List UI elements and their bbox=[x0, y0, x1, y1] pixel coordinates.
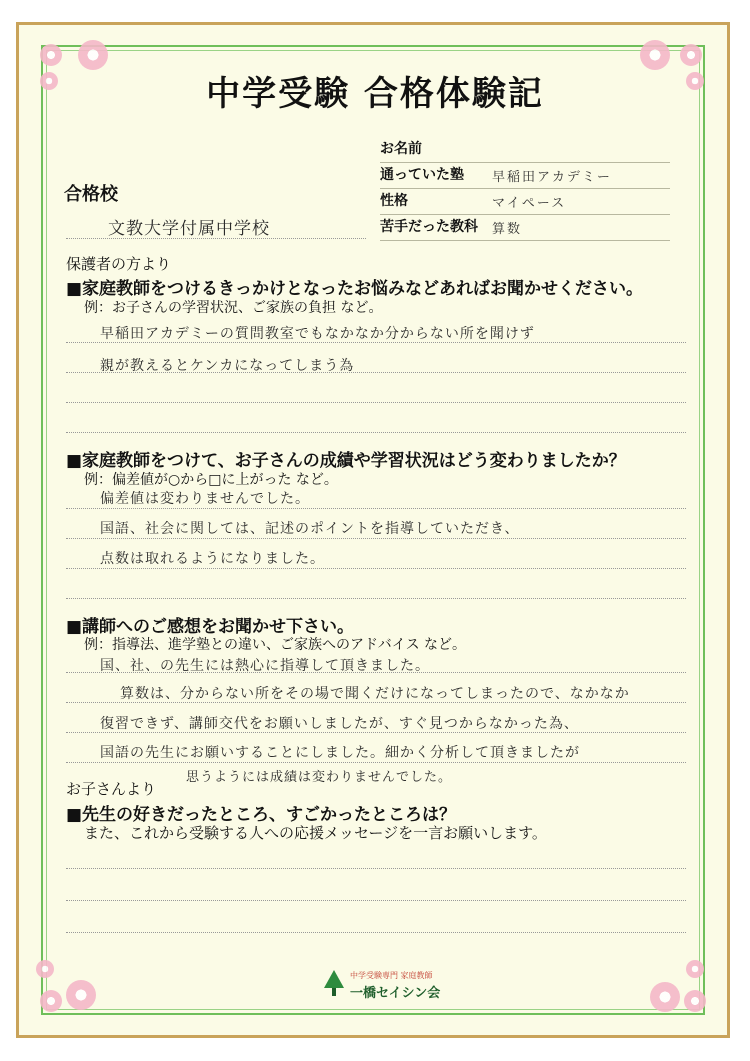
answer-line bbox=[66, 432, 686, 433]
juku-row bbox=[380, 164, 670, 189]
child-label: お子さんより bbox=[66, 780, 157, 798]
logo-subtitle: 中学受験専門 家庭教師 bbox=[350, 971, 433, 980]
answer-line bbox=[66, 508, 686, 509]
question-2-answer-line: 偏差値は変わりませんでした。 bbox=[100, 491, 310, 507]
page-title: 中学受験 合格体験記 bbox=[206, 74, 544, 114]
logo-name: 一橋セイシン会 bbox=[350, 986, 441, 1001]
question-3-answer-line: 復習できず、講師交代をお願いしましたが、すぐ見つからなかった為、 bbox=[100, 716, 579, 732]
school-line bbox=[66, 238, 366, 239]
school-value: 文教大学付属中学校 bbox=[108, 219, 270, 239]
question-1-example: 例：お子さんの学習状況、ご家族の負担 など。 bbox=[84, 300, 383, 316]
tree-logo-icon bbox=[322, 968, 346, 998]
answer-line bbox=[66, 900, 686, 901]
question-2-answer-line: 点数は取れるようになりました。 bbox=[100, 551, 325, 567]
flower-icon bbox=[686, 960, 704, 978]
company-logo bbox=[322, 968, 452, 1008]
question-3-example: 例：指導法、進学塾との違い、ご家族へのアドバイス など。 bbox=[84, 637, 467, 653]
question-3-heading: ■講師へのご感想をお聞かせ下さい。 bbox=[66, 617, 355, 637]
flower-icon bbox=[680, 44, 702, 66]
question-3-answer-line: 国語の先生にお願いすることにしました。細かく分析して頂きましたが bbox=[100, 745, 580, 761]
answer-line bbox=[66, 538, 686, 539]
flower-icon bbox=[684, 990, 706, 1012]
question-4-subheading: また、これから受験する人への応援メッセージを一言お願いします。 bbox=[84, 824, 547, 842]
answer-line bbox=[66, 762, 686, 763]
weak-subject-value: 算数 bbox=[492, 222, 523, 237]
answer-line bbox=[66, 402, 686, 403]
juku-label: 通っていた塾 bbox=[380, 167, 464, 183]
answer-line bbox=[66, 932, 686, 933]
weak-subject-row bbox=[380, 216, 670, 241]
question-3-answer-line: 思うようには成績は変わりませんでした。 bbox=[186, 770, 453, 785]
name-label: お名前 bbox=[380, 141, 422, 157]
personality-label: 性格 bbox=[380, 193, 408, 209]
question-1-answer-line: 親が教えるとケンカになってしまう為 bbox=[100, 358, 355, 374]
question-3-answer-line: 算数は、分からない所をその場で聞くだけになってしまったので、なかなか bbox=[120, 686, 630, 702]
flower-icon bbox=[40, 990, 62, 1012]
juku-value: 早稲田アカデミー bbox=[492, 170, 612, 185]
guardian-label: 保護者の方より bbox=[66, 255, 172, 273]
flower-icon bbox=[40, 44, 62, 66]
question-2-answer-line: 国語、社会に関しては、記述のポイントを指導していただき、 bbox=[100, 521, 520, 537]
question-4-heading: ■先生の好きだったところ、すごかったところは？ bbox=[66, 805, 457, 825]
question-3-answer-line: 国、社、の先生には熱心に指導して頂きました。 bbox=[100, 658, 430, 674]
question-2-heading: ■家庭教師をつけて、お子さんの成績や学習状況はどう変わりましたか？ bbox=[66, 451, 626, 471]
question-1-heading: ■家庭教師をつけるきっかけとなったお悩みなどあればお聞かせください。 bbox=[66, 279, 644, 299]
flower-icon bbox=[66, 980, 96, 1010]
flower-icon bbox=[650, 982, 680, 1012]
weak-subject-label: 苦手だった教科 bbox=[380, 219, 478, 235]
question-1-answer-line: 早稲田アカデミーの質問教室でもなかなか分からない所を聞けず bbox=[100, 326, 535, 342]
answer-line bbox=[66, 598, 686, 599]
name-row bbox=[380, 138, 670, 163]
personality-row bbox=[380, 190, 670, 215]
school-label: 合格校 bbox=[64, 184, 118, 205]
answer-line bbox=[66, 868, 686, 869]
answer-line bbox=[66, 568, 686, 569]
question-2-example: 例：偏差値が○から□に上がった など。 bbox=[84, 472, 338, 488]
personality-value: マイペース bbox=[492, 196, 567, 211]
flower-icon bbox=[36, 960, 54, 978]
